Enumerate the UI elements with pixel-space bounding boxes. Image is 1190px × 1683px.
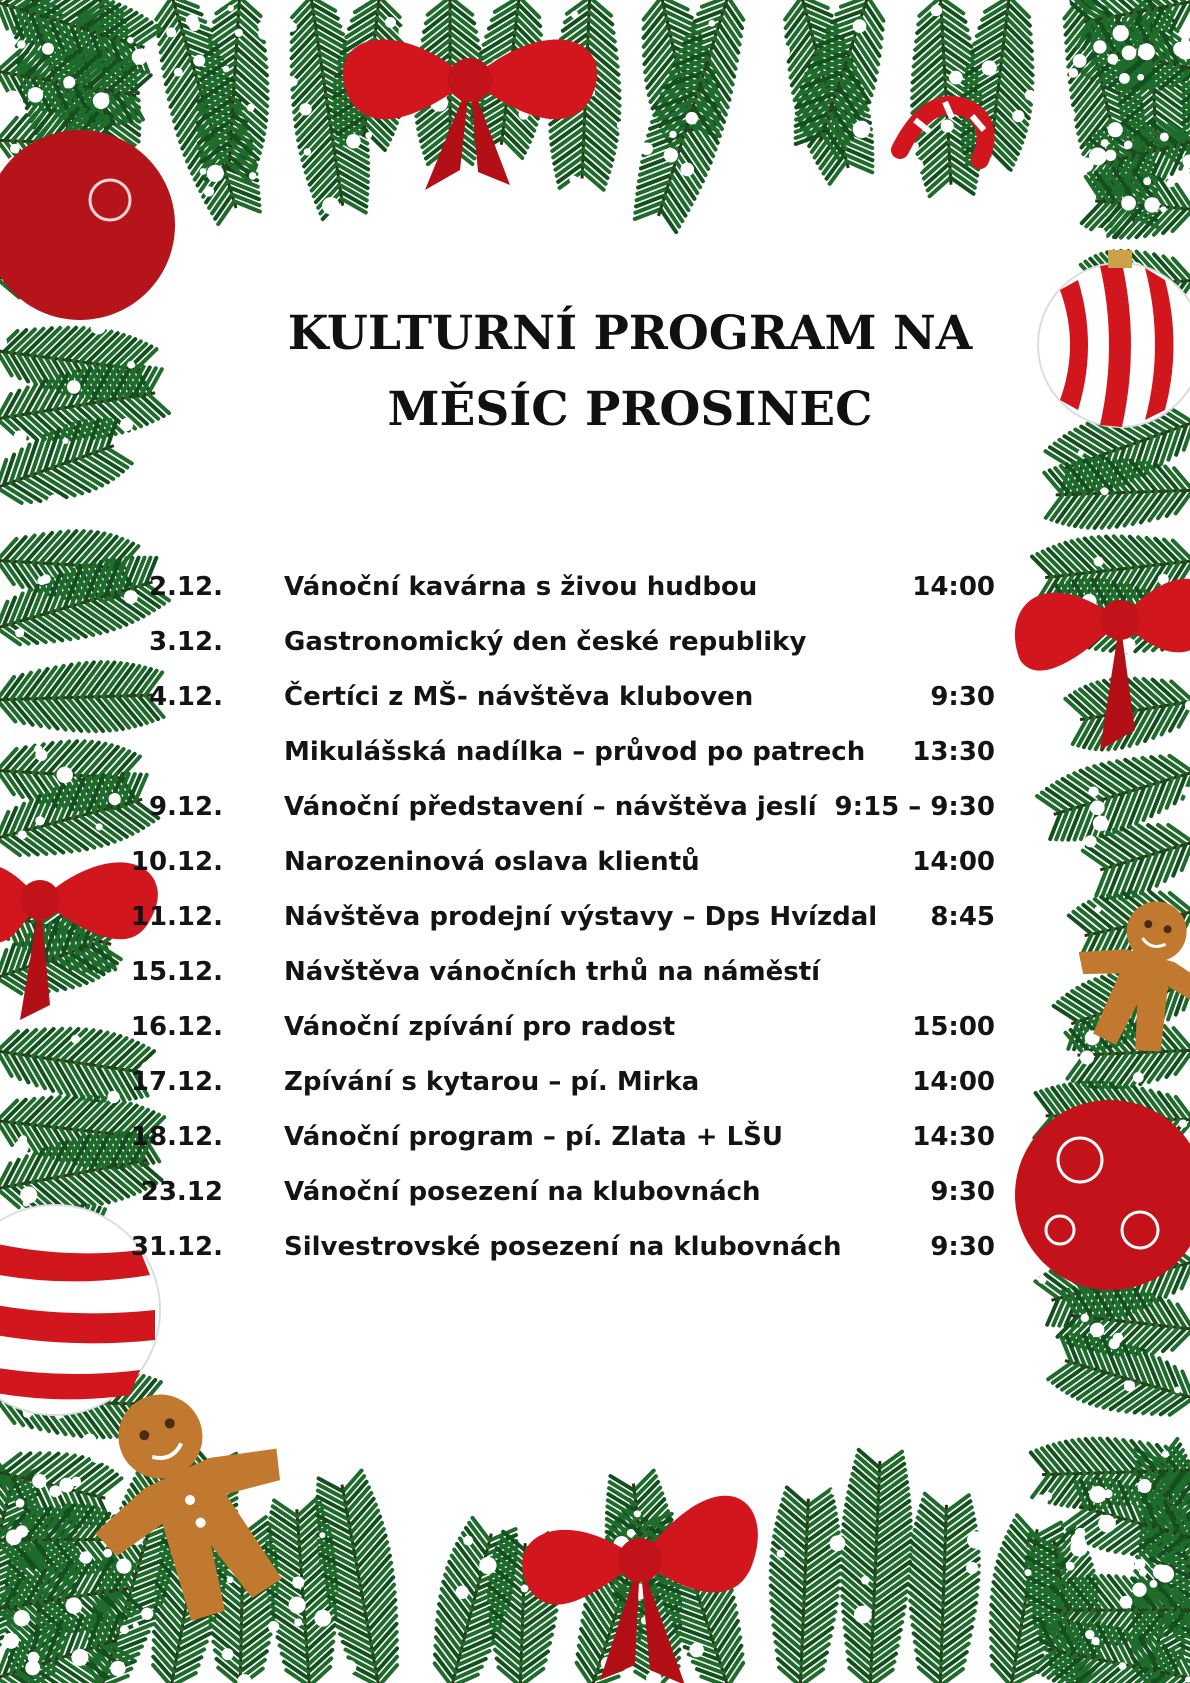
schedule-date: 15.12. — [130, 957, 223, 987]
schedule-event: Vánoční kavárna s živou hudbou — [284, 572, 758, 602]
schedule-row — [0, 677, 1190, 717]
schedule-row — [0, 897, 1190, 937]
schedule-date: 31.12. — [130, 1232, 223, 1262]
schedule-row — [0, 567, 1190, 607]
schedule-event: Vánoční posezení na klubovnách — [284, 1177, 761, 1207]
schedule-date: 2.12. — [148, 572, 223, 602]
schedule-row — [0, 1117, 1190, 1157]
schedule-time: 13:30 — [912, 737, 995, 767]
schedule-event: Mikulášská nadílka – průvod po patrech — [284, 737, 866, 767]
schedule-event: Návštěva prodejní výstavy – Dps Hvízdal — [284, 902, 878, 932]
schedule-date: 3.12. — [148, 627, 223, 657]
schedule-date: 9.12. — [148, 792, 223, 822]
schedule-row — [0, 1007, 1190, 1047]
schedule-time: 14:30 — [912, 1122, 995, 1152]
schedule-row — [0, 1227, 1190, 1267]
schedule-row — [0, 787, 1190, 827]
schedule-event: Gastronomický den české republiky — [284, 627, 807, 657]
schedule-time: 9:30 — [930, 1177, 995, 1207]
schedule-event: Zpívání s kytarou – pí. Mirka — [284, 1067, 700, 1097]
schedule-event: Vánoční program – pí. Zlata + LŠU — [284, 1122, 784, 1152]
schedule-date: 16.12. — [130, 1012, 223, 1042]
schedule-row — [0, 1062, 1190, 1102]
schedule-time: 14:00 — [912, 847, 995, 877]
schedule-time: 9:30 — [930, 682, 995, 712]
schedule-time: 14:00 — [912, 572, 995, 602]
schedule-event: Návštěva vánočních trhů na náměstí — [284, 957, 821, 987]
schedule-row — [0, 732, 1190, 772]
schedule-event: Čertíci z MŠ- návštěva kluboven — [284, 682, 754, 712]
schedule-date: 11.12. — [130, 902, 223, 932]
title-line-2: MĚSÍC PROSINEC — [387, 382, 873, 437]
schedule-date: 4.12. — [148, 682, 223, 712]
schedule-time: 15:00 — [912, 1012, 995, 1042]
title-line-1: KULTURNÍ PROGRAM NA — [287, 306, 973, 361]
schedule-time: 9:15 – 9:30 — [834, 792, 995, 822]
schedule-row — [0, 842, 1190, 882]
schedule-time: 14:00 — [912, 1067, 995, 1097]
schedule-time: 9:30 — [930, 1232, 995, 1262]
schedule-event: Vánoční představení – návštěva jeslí — [284, 792, 817, 822]
schedule-date: 10.12. — [130, 847, 223, 877]
schedule-event: Narozeninová oslava klientů — [284, 847, 700, 877]
schedule-date: 18.12. — [130, 1122, 223, 1152]
schedule-date: 23.12 — [140, 1177, 223, 1207]
schedule-time: 8:45 — [930, 902, 995, 932]
schedule-row — [0, 622, 1190, 662]
schedule-event: Vánoční zpívání pro radost — [284, 1012, 676, 1042]
schedule-event: Silvestrovské posezení na klubovnách — [284, 1232, 842, 1262]
schedule-row — [0, 952, 1190, 992]
schedule-row — [0, 1172, 1190, 1212]
schedule-date: 17.12. — [130, 1067, 223, 1097]
